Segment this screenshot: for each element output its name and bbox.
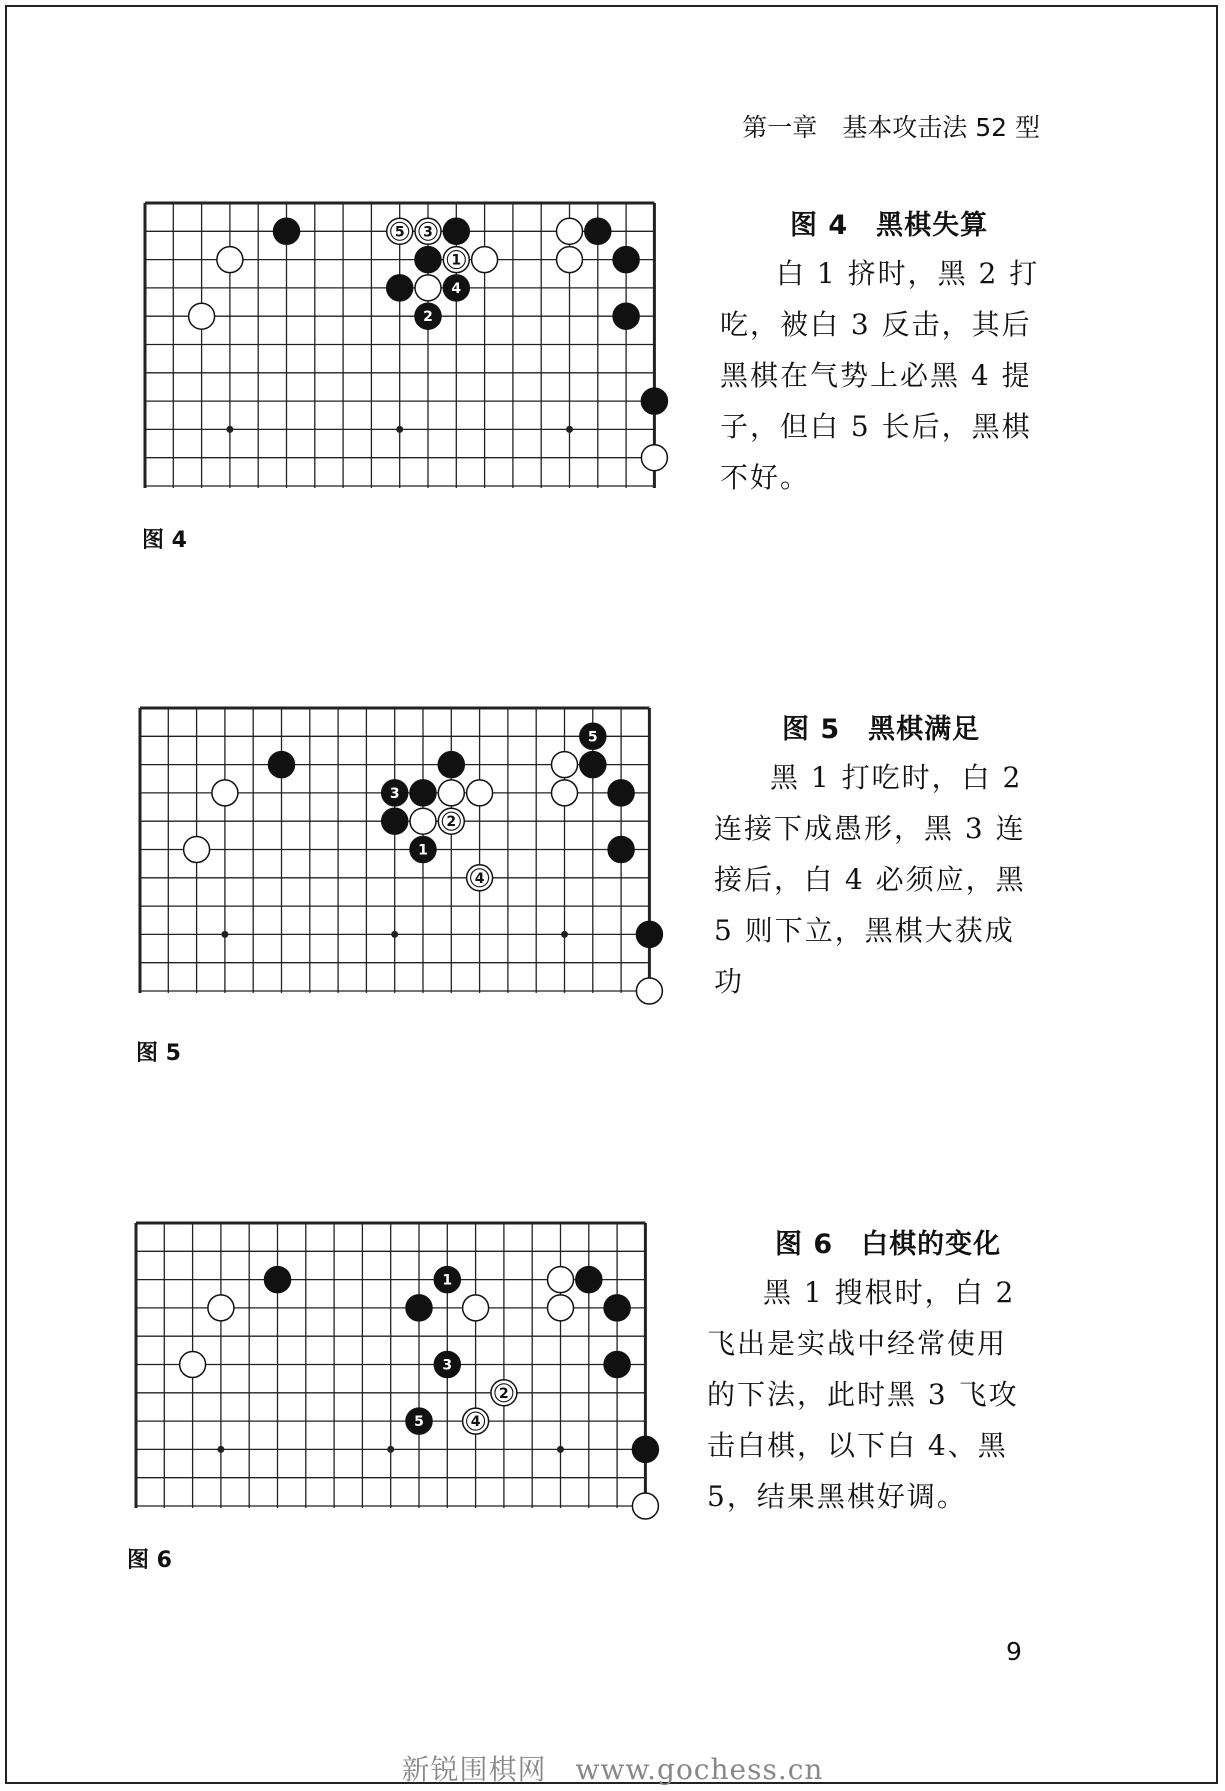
white-stone: [463, 1295, 489, 1321]
white-stone: [180, 1352, 206, 1378]
chapter-header: 第一章 基本攻击法 52 型: [742, 113, 1040, 142]
move-number: 1: [451, 252, 462, 269]
black-stone: [443, 218, 469, 244]
black-stone: [274, 218, 300, 244]
figure-text-6: 黑 1 搜根时，白 2 飞出是实战中经常使用的下法，此时黑 3 飞攻击白棋，以下白 4、黑 5，结果黑棋好调。: [707, 1276, 1019, 1513]
black-stone: [632, 1436, 658, 1462]
white-stone: [641, 445, 667, 471]
watermark-footer: 新锐围棋网 www.gochess.cn: [401, 1753, 824, 1786]
white-stone: [189, 303, 215, 329]
black-stone: [585, 218, 611, 244]
black-stone: [608, 837, 634, 863]
move-number: 2: [446, 814, 457, 831]
page-number: 9: [1006, 1637, 1022, 1666]
white-stone: [548, 1295, 574, 1321]
white-stone: [438, 780, 464, 806]
white-stone: [467, 780, 493, 806]
star-point: [217, 1446, 224, 1453]
white-stone: [557, 247, 583, 273]
white-stone: [415, 275, 441, 301]
figure-label-4: 图 4: [142, 528, 187, 553]
black-stone: [387, 275, 413, 301]
move-number: 5: [414, 1414, 424, 1431]
go-board-fig5: [137, 705, 652, 995]
board-svg: [137, 705, 652, 995]
figure-caption-6: 图 6 白棋的变化: [775, 1229, 1002, 1260]
white-stone: [217, 247, 243, 273]
white-stone: [636, 978, 662, 1004]
white-stone: [548, 1267, 574, 1293]
black-stone: [641, 388, 667, 414]
white-stone: [208, 1295, 234, 1321]
figure-caption-4: 图 4 黑棋失算: [790, 210, 989, 241]
move-number: 2: [423, 309, 433, 326]
star-point: [557, 1446, 564, 1453]
figure-text-4: 白 1 挤时，黑 2 打吃，被白 3 反击，其后黑棋在气势上必黑 4 提子，但白 5 长后，黑棋不好。: [720, 257, 1040, 494]
white-stone: [410, 808, 436, 834]
black-stone: [382, 808, 408, 834]
black-stone: [580, 752, 606, 778]
move-number: 5: [394, 224, 405, 241]
star-point: [387, 1446, 394, 1453]
go-board-fig4: [142, 200, 657, 490]
white-stone: [552, 752, 578, 778]
star-point: [396, 426, 403, 433]
move-number: 1: [418, 842, 428, 859]
move-number: 2: [499, 1385, 509, 1402]
black-stone: [636, 921, 662, 947]
black-stone: [415, 247, 441, 273]
figure-caption-5: 图 5 黑棋满足: [782, 714, 981, 745]
figure-label-5: 图 5: [136, 1041, 181, 1066]
star-point: [391, 931, 398, 938]
star-point: [226, 426, 233, 433]
move-number: 3: [442, 1357, 453, 1374]
black-stone: [406, 1295, 432, 1321]
star-point: [561, 931, 568, 938]
figure-label-6: 图 6: [127, 1548, 172, 1573]
white-stone: [184, 837, 210, 863]
move-number: 4: [451, 280, 462, 297]
black-stone: [265, 1267, 291, 1293]
star-point: [221, 931, 228, 938]
black-stone: [604, 1295, 630, 1321]
white-stone: [212, 780, 238, 806]
move-number: 4: [474, 870, 485, 887]
black-stone: [604, 1352, 630, 1378]
star-point: [566, 426, 573, 433]
move-number: 3: [389, 785, 400, 802]
black-stone: [269, 752, 295, 778]
black-stone: [613, 247, 639, 273]
board-svg: [142, 200, 657, 490]
black-stone: [576, 1267, 602, 1293]
move-number: 5: [587, 729, 598, 746]
move-number: 3: [423, 224, 433, 241]
black-stone: [613, 303, 639, 329]
white-stone: [557, 218, 583, 244]
black-stone: [608, 780, 634, 806]
move-number: 4: [470, 1414, 481, 1431]
move-number: 1: [442, 1272, 453, 1289]
white-stone: [552, 780, 578, 806]
board-svg: [133, 1220, 648, 1510]
go-board-fig6: [133, 1220, 648, 1510]
white-stone: [632, 1493, 658, 1519]
black-stone: [438, 752, 464, 778]
black-stone: [410, 780, 436, 806]
white-stone: [472, 247, 498, 273]
figure-text-5: 黑 1 打吃时，白 2 连接下成愚形，黑 3 连接后，白 4 必须应，黑 5 则下立，黑棋大获成功: [714, 761, 1026, 998]
